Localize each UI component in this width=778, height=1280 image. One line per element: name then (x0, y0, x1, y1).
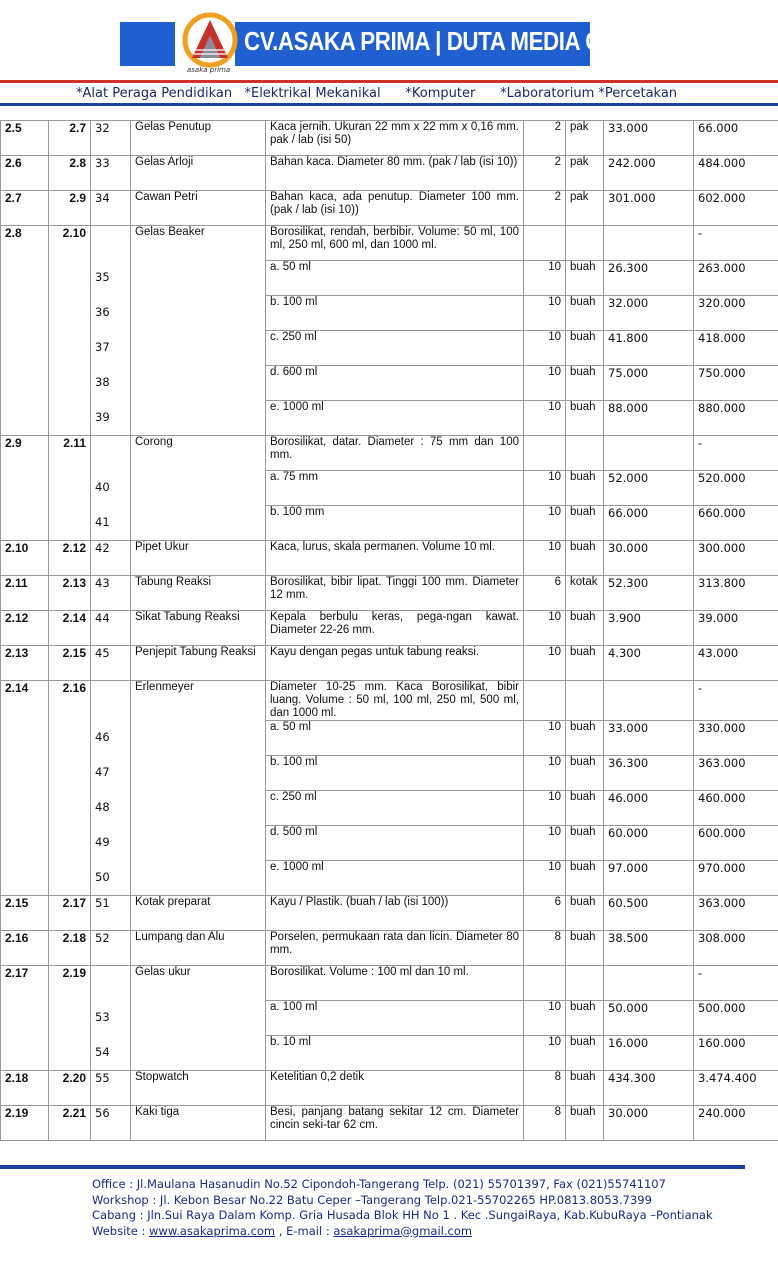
item-qty: 10 (524, 331, 566, 366)
item-spec: Borosilikat, bibir lipat. Tinggi 100 mm. Diameter 12 mm. (266, 576, 524, 611)
item-qty: 10 (524, 296, 566, 331)
item-price: 301.000 (604, 191, 694, 226)
item-code-new: 2.21 (49, 1106, 91, 1141)
company-logo (180, 12, 240, 74)
table-row (1, 226, 778, 261)
item-price (604, 966, 694, 1001)
item-price: 60.000 (604, 826, 694, 861)
item-price: 88.000 (604, 401, 694, 436)
company-brand: CV.ASAKA PRIMA | DUTA MEDIA GROUP (244, 26, 666, 56)
item-price: 4.300 (604, 646, 694, 681)
item-spec: Kayu dengan pegas untuk tabung reaksi. (266, 646, 524, 681)
item-qty (524, 966, 566, 1001)
table-row (1, 436, 778, 471)
item-number-entry: 36 (95, 305, 110, 319)
item-name: Kaki tiga (131, 1106, 266, 1141)
item-price: 41.800 (604, 331, 694, 366)
item-unit: buah (566, 471, 604, 506)
item-number (91, 226, 131, 436)
item-total: 330.000 (694, 721, 778, 756)
item-code-new: 2.13 (49, 576, 91, 611)
item-spec: Bahan kaca. Diameter 80 mm. (pak / lab (isi 10)) (266, 156, 524, 191)
item-qty: 2 (524, 121, 566, 156)
item-number: 43 (91, 576, 131, 611)
item-qty: 10 (524, 826, 566, 861)
item-total: 240.000 (694, 1106, 778, 1141)
item-spec: Borosilikat, rendah, berbibir. Volume: 50 ml, 100 ml, 250 ml, 600 ml, dan 1000 ml. (266, 226, 524, 261)
item-code-old: 2.18 (1, 1071, 49, 1106)
item-total: 880.000 (694, 401, 778, 436)
item-price: 26.300 (604, 261, 694, 296)
item-price: 242.000 (604, 156, 694, 191)
item-total: 484.000 (694, 156, 778, 191)
item-number-entry: 46 (95, 730, 110, 744)
item-price: 66.000 (604, 506, 694, 541)
item-unit: buah (566, 1071, 604, 1106)
item-code-old: 2.12 (1, 611, 49, 646)
item-number: 51 (91, 896, 131, 931)
item-price: 30.000 (604, 541, 694, 576)
website-label: Website : (92, 1223, 150, 1238)
item-number: 55 (91, 1071, 131, 1106)
item-variant: b. 100 ml (266, 756, 524, 791)
item-total: 363.000 (694, 896, 778, 931)
item-total: 750.000 (694, 366, 778, 401)
item-code-old: 2.15 (1, 896, 49, 931)
item-code-old: 2.7 (1, 191, 49, 226)
item-number-entry: 50 (95, 870, 110, 884)
item-name: Sikat Tabung Reaksi (131, 611, 266, 646)
item-number-entry: 40 (95, 480, 110, 494)
table-row (1, 681, 778, 721)
item-total: 66.000 (694, 121, 778, 156)
item-price: 434.300 (604, 1071, 694, 1106)
item-unit: buah (566, 261, 604, 296)
item-variant: a. 100 ml (266, 1001, 524, 1036)
item-code-new: 2.12 (49, 541, 91, 576)
table-row (1, 541, 778, 576)
item-unit: buah (566, 896, 604, 931)
item-price: 52.300 (604, 576, 694, 611)
item-price: 36.300 (604, 756, 694, 791)
item-total: 313.800 (694, 576, 778, 611)
item-unit: pak (566, 156, 604, 191)
item-variant: d. 600 ml (266, 366, 524, 401)
item-number-entry: 47 (95, 765, 110, 779)
item-number-entry: 37 (95, 340, 110, 354)
table-row (1, 576, 778, 611)
item-code-old: 2.13 (1, 646, 49, 681)
item-code-new: 2.16 (49, 681, 91, 896)
item-code-old: 2.9 (1, 436, 49, 541)
item-qty: 10 (524, 791, 566, 826)
item-unit: buah (566, 861, 604, 896)
item-unit (566, 436, 604, 471)
item-number: 34 (91, 191, 131, 226)
item-number-entry: 53 (95, 1010, 110, 1024)
item-code-old: 2.8 (1, 226, 49, 436)
item-variant: d. 500 ml (266, 826, 524, 861)
item-code-new: 2.11 (49, 436, 91, 541)
item-variant: b. 100 ml (266, 296, 524, 331)
item-name: Stopwatch (131, 1071, 266, 1106)
item-qty: 10 (524, 646, 566, 681)
item-qty: 10 (524, 471, 566, 506)
footer-contact (92, 1177, 713, 1239)
item-unit: buah (566, 401, 604, 436)
item-qty: 10 (524, 506, 566, 541)
item-price: 50.000 (604, 1001, 694, 1036)
item-code-old: 2.14 (1, 681, 49, 896)
item-name: Pipet Ukur (131, 541, 266, 576)
item-spec: Borosilikat, datar. Diameter : 75 mm dan 100 mm. (266, 436, 524, 471)
item-variant: a. 50 ml (266, 721, 524, 756)
item-code-old: 2.6 (1, 156, 49, 191)
item-qty: 8 (524, 931, 566, 966)
item-qty: 6 (524, 576, 566, 611)
table-row (1, 156, 778, 191)
item-variant: b. 10 ml (266, 1036, 524, 1071)
website-link[interactable]: www.asakaprima.com (149, 1223, 276, 1238)
item-unit: buah (566, 1001, 604, 1036)
item-price: 46.000 (604, 791, 694, 826)
item-total: 308.000 (694, 931, 778, 966)
item-code-new: 2.15 (49, 646, 91, 681)
table-row (1, 121, 778, 156)
item-price: 3.900 (604, 611, 694, 646)
item-number-entry: 38 (95, 375, 110, 389)
item-unit: pak (566, 191, 604, 226)
item-code-old: 2.11 (1, 576, 49, 611)
item-total: 660.000 (694, 506, 778, 541)
item-price: 75.000 (604, 366, 694, 401)
footer-cabang: Cabang : Jln.Sui Raya Dalam Komp. Gria Husada Blok HH No 1 . Kec .SungaiRaya, Kab.KubuRaya –Pontianak (92, 1208, 713, 1222)
item-unit: buah (566, 1036, 604, 1071)
header-tagline: *Alat Peraga Pendidikan *Elektrikal Mekanikal *Komputer *Laboratorium *Percetakan (76, 86, 678, 101)
table-row (1, 1106, 778, 1141)
item-spec: Kepala berbulu keras, pega-ngan kawat. Diameter 22-26 mm. (266, 611, 524, 646)
item-spec: Ketelitian 0,2 detik (266, 1071, 524, 1106)
item-qty: 10 (524, 861, 566, 896)
item-unit: buah (566, 931, 604, 966)
item-name: Gelas Beaker (131, 226, 266, 436)
footer-divider (0, 1165, 745, 1169)
item-number: 52 (91, 931, 131, 966)
item-qty: 10 (524, 1036, 566, 1071)
item-total: 418.000 (694, 331, 778, 366)
item-code-new: 2.18 (49, 931, 91, 966)
header-divider-blue (0, 103, 778, 106)
item-total: 160.000 (694, 1036, 778, 1071)
item-total: 500.000 (694, 1001, 778, 1036)
item-name: Gelas ukur (131, 966, 266, 1071)
item-total: 39.000 (694, 611, 778, 646)
item-number-entry: 54 (95, 1045, 110, 1059)
item-variant: c. 250 ml (266, 331, 524, 366)
item-name: Gelas Arloji (131, 156, 266, 191)
item-name: Penjepit Tabung Reaksi (131, 646, 266, 681)
item-unit (566, 966, 604, 1001)
item-spec: Diameter 10-25 mm. Kaca Borosilikat, bibir luang. Volume : 50 ml, 100 ml, 250 ml, 500 ml, dan 1000 ml. (266, 681, 524, 721)
item-variant: e. 1000 ml (266, 401, 524, 436)
item-variant: a. 75 mm (266, 471, 524, 506)
item-unit: buah (566, 506, 604, 541)
item-qty: 8 (524, 1071, 566, 1106)
item-total: - (694, 966, 778, 1001)
header-divider-red (0, 80, 778, 83)
item-total: - (694, 436, 778, 471)
item-code-new: 2.20 (49, 1071, 91, 1106)
item-price (604, 681, 694, 721)
item-total: 3.474.400 (694, 1071, 778, 1106)
item-number-entry: 49 (95, 835, 110, 849)
item-number: 56 (91, 1106, 131, 1141)
item-number: 32 (91, 121, 131, 156)
item-qty: 10 (524, 721, 566, 756)
item-total: 602.000 (694, 191, 778, 226)
item-qty (524, 436, 566, 471)
item-qty: 8 (524, 1106, 566, 1141)
item-qty (524, 681, 566, 721)
item-qty (524, 226, 566, 261)
item-price (604, 436, 694, 471)
item-number (91, 436, 131, 541)
item-code-old: 2.5 (1, 121, 49, 156)
item-code-old: 2.19 (1, 1106, 49, 1141)
item-price: 16.000 (604, 1036, 694, 1071)
item-number: 45 (91, 646, 131, 681)
item-total: 43.000 (694, 646, 778, 681)
footer-office: Office : Jl.Maulana Hasanudin No.52 Cipondoh-Tangerang Telp. (021) 55701397, Fax (021)55741107 (92, 1177, 666, 1191)
item-price: 52.000 (604, 471, 694, 506)
item-price: 97.000 (604, 861, 694, 896)
item-unit: buah (566, 756, 604, 791)
item-unit: buah (566, 826, 604, 861)
item-number: 44 (91, 611, 131, 646)
item-qty: 10 (524, 541, 566, 576)
item-qty: 10 (524, 611, 566, 646)
item-spec: Kaca, lurus, skala permanen. Volume 10 ml. (266, 541, 524, 576)
item-code-new: 2.17 (49, 896, 91, 931)
item-number (91, 681, 131, 896)
item-name: Tabung Reaksi (131, 576, 266, 611)
footer-workshop: Workshop : Jl. Kebon Besar No.22 Batu Ceper –Tangerang Telp.021-55702265 HP.0813.8053.7399 (92, 1192, 652, 1207)
item-spec: Porselen, permukaan rata dan licin. Diameter 80 mm. (266, 931, 524, 966)
item-unit: buah (566, 611, 604, 646)
item-spec: Kayu / Plastik. (buah / lab (isi 100)) (266, 896, 524, 931)
item-unit: buah (566, 296, 604, 331)
item-name: Kotak preparat (131, 896, 266, 931)
item-spec: Bahan kaca, ada penutup. Diameter 100 mm. (pak / lab (isi 10)) (266, 191, 524, 226)
item-price: 38.500 (604, 931, 694, 966)
item-code-new: 2.8 (49, 156, 91, 191)
item-code-new: 2.9 (49, 191, 91, 226)
item-unit: buah (566, 541, 604, 576)
item-unit: buah (566, 721, 604, 756)
item-price: 60.500 (604, 896, 694, 931)
item-price: 33.000 (604, 721, 694, 756)
item-name: Corong (131, 436, 266, 541)
item-number: 42 (91, 541, 131, 576)
item-name: Erlenmeyer (131, 681, 266, 896)
item-total: 320.000 (694, 296, 778, 331)
item-variant: e. 1000 ml (266, 861, 524, 896)
item-price: 32.000 (604, 296, 694, 331)
item-unit: pak (566, 121, 604, 156)
item-total: 263.000 (694, 261, 778, 296)
item-number: 33 (91, 156, 131, 191)
item-code-new: 2.14 (49, 611, 91, 646)
item-qty: 2 (524, 156, 566, 191)
item-qty: 10 (524, 366, 566, 401)
header-bar-left (120, 22, 175, 66)
item-unit: buah (566, 1106, 604, 1141)
item-qty: 2 (524, 191, 566, 226)
item-number-entry: 41 (95, 515, 110, 529)
item-number-entry: 48 (95, 800, 110, 814)
item-code-new: 2.10 (49, 226, 91, 436)
item-unit: kotak (566, 576, 604, 611)
item-total: - (694, 226, 778, 261)
item-price: 33.000 (604, 121, 694, 156)
item-qty: 10 (524, 261, 566, 296)
table-row (1, 646, 778, 681)
item-total: 600.000 (694, 826, 778, 861)
table-row (1, 191, 778, 226)
logo-caption: asaka prima (187, 66, 231, 74)
item-spec: Besi, panjang batang sekitar 12 cm. Diameter cincin seki-tar 62 cm. (266, 1106, 524, 1141)
item-qty: 10 (524, 401, 566, 436)
item-spec: Borosilikat. Volume : 100 ml dan 10 ml. (266, 966, 524, 1001)
item-code-old: 2.10 (1, 541, 49, 576)
item-code-old: 2.16 (1, 931, 49, 966)
item-number-entry: 35 (95, 270, 110, 284)
table-row (1, 931, 778, 966)
item-total: - (694, 681, 778, 721)
item-name: Cawan Petri (131, 191, 266, 226)
item-total: 520.000 (694, 471, 778, 506)
footer-web-line (92, 1224, 713, 1240)
item-spec: Kaca jernih. Ukuran 22 mm x 22 mm x 0,16 mm. pak / lab (isi 50) (266, 121, 524, 156)
item-number (91, 966, 131, 1071)
item-unit (566, 681, 604, 721)
item-total: 460.000 (694, 791, 778, 826)
price-list-table (0, 120, 778, 1141)
item-price (604, 226, 694, 261)
table-row (1, 896, 778, 931)
item-variant: b. 100 mm (266, 506, 524, 541)
item-name: Lumpang dan Alu (131, 931, 266, 966)
table-row (1, 611, 778, 646)
item-number-entry: 39 (95, 410, 110, 424)
email-link[interactable]: asakaprima@gmail.com (333, 1223, 473, 1238)
item-variant: c. 250 ml (266, 791, 524, 826)
item-qty: 10 (524, 1001, 566, 1036)
item-total: 300.000 (694, 541, 778, 576)
item-code-new: 2.7 (49, 121, 91, 156)
item-price: 30.000 (604, 1106, 694, 1141)
item-qty: 10 (524, 756, 566, 791)
item-total: 970.000 (694, 861, 778, 896)
item-qty: 6 (524, 896, 566, 931)
item-unit: buah (566, 366, 604, 401)
item-total: 363.000 (694, 756, 778, 791)
item-unit: buah (566, 646, 604, 681)
email-label: , E-mail : (275, 1223, 334, 1238)
item-unit: buah (566, 791, 604, 826)
item-code-new: 2.19 (49, 966, 91, 1071)
table-row (1, 966, 778, 1001)
item-variant: a. 50 ml (266, 261, 524, 296)
table-row (1, 1071, 778, 1106)
item-code-old: 2.17 (1, 966, 49, 1071)
item-unit (566, 226, 604, 261)
item-name: Gelas Penutup (131, 121, 266, 156)
item-unit: buah (566, 331, 604, 366)
